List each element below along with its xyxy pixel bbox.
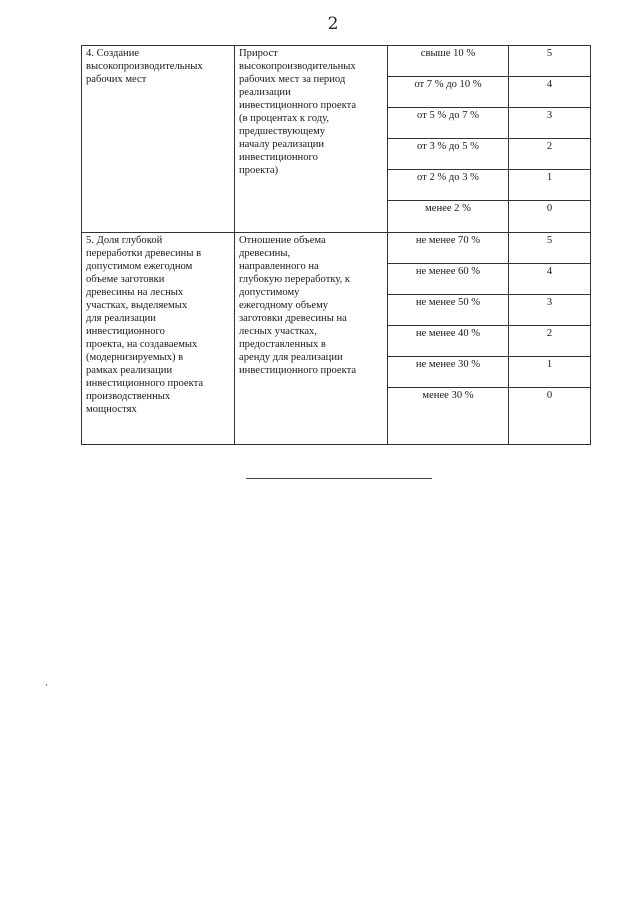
threshold-score: 3 (509, 295, 591, 326)
table-row (82, 46, 591, 77)
threshold-range: не менее 40 % (388, 326, 509, 357)
indicator-text: Прирост высокопроизводительных рабочих мест за период реализации инвестиционного проекта (в процентах к году, предшествующему началу реализации инвестиционного проекта) (239, 48, 357, 176)
threshold-score: 4 (509, 77, 591, 108)
page-number: 2 (327, 14, 339, 34)
threshold-range: менее 2 % (388, 201, 509, 233)
threshold-score: 0 (509, 201, 591, 233)
indicator-cell (235, 233, 388, 445)
threshold-score: 2 (509, 139, 591, 170)
threshold-range: не менее 70 % (388, 233, 509, 264)
threshold-score: 0 (509, 388, 591, 445)
criterion-cell (82, 46, 235, 233)
threshold-score: 5 (509, 46, 591, 77)
indicator-cell (235, 46, 388, 233)
criterion-text: 4. Создание высокопроизводительных рабочих мест (86, 48, 203, 85)
table-row (82, 233, 591, 264)
threshold-range: менее 30 % (388, 388, 509, 445)
threshold-score: 1 (509, 170, 591, 201)
threshold-range: не менее 50 % (388, 295, 509, 326)
threshold-range: свыше 10 % (388, 46, 509, 77)
threshold-score: 3 (509, 108, 591, 139)
threshold-range: не менее 30 % (388, 357, 509, 388)
threshold-score: 4 (509, 264, 591, 295)
closing-separator-line (246, 478, 432, 479)
criterion-cell (82, 233, 235, 445)
threshold-range: не менее 60 % (388, 264, 509, 295)
threshold-score: 2 (509, 326, 591, 357)
threshold-score: 5 (509, 233, 591, 264)
indicator-text: Отношение объема древесины, направленного на глубокую переработку, к допустимому ежегодному объему заготовки древесины на лесных участках, предоставленных в аренду для реализации инвестиционного проекта (239, 235, 357, 376)
threshold-range: от 3 % до 5 % (388, 139, 509, 170)
scan-speck (46, 684, 47, 686)
threshold-range: от 7 % до 10 % (388, 77, 509, 108)
threshold-range: от 2 % до 3 % (388, 170, 509, 201)
criteria-table (81, 45, 591, 445)
criterion-text: 5. Доля глубокой переработки древесины в допустимом ежегодном объеме заготовки древесины на лесных участках, выделяемых для реализации инвестиционного проекта, на создаваемых (модернизируемых) в рамках реализации инвестиционного проекта производственных мощностях (86, 235, 204, 415)
threshold-score: 1 (509, 357, 591, 388)
threshold-range: от 5 % до 7 % (388, 108, 509, 139)
